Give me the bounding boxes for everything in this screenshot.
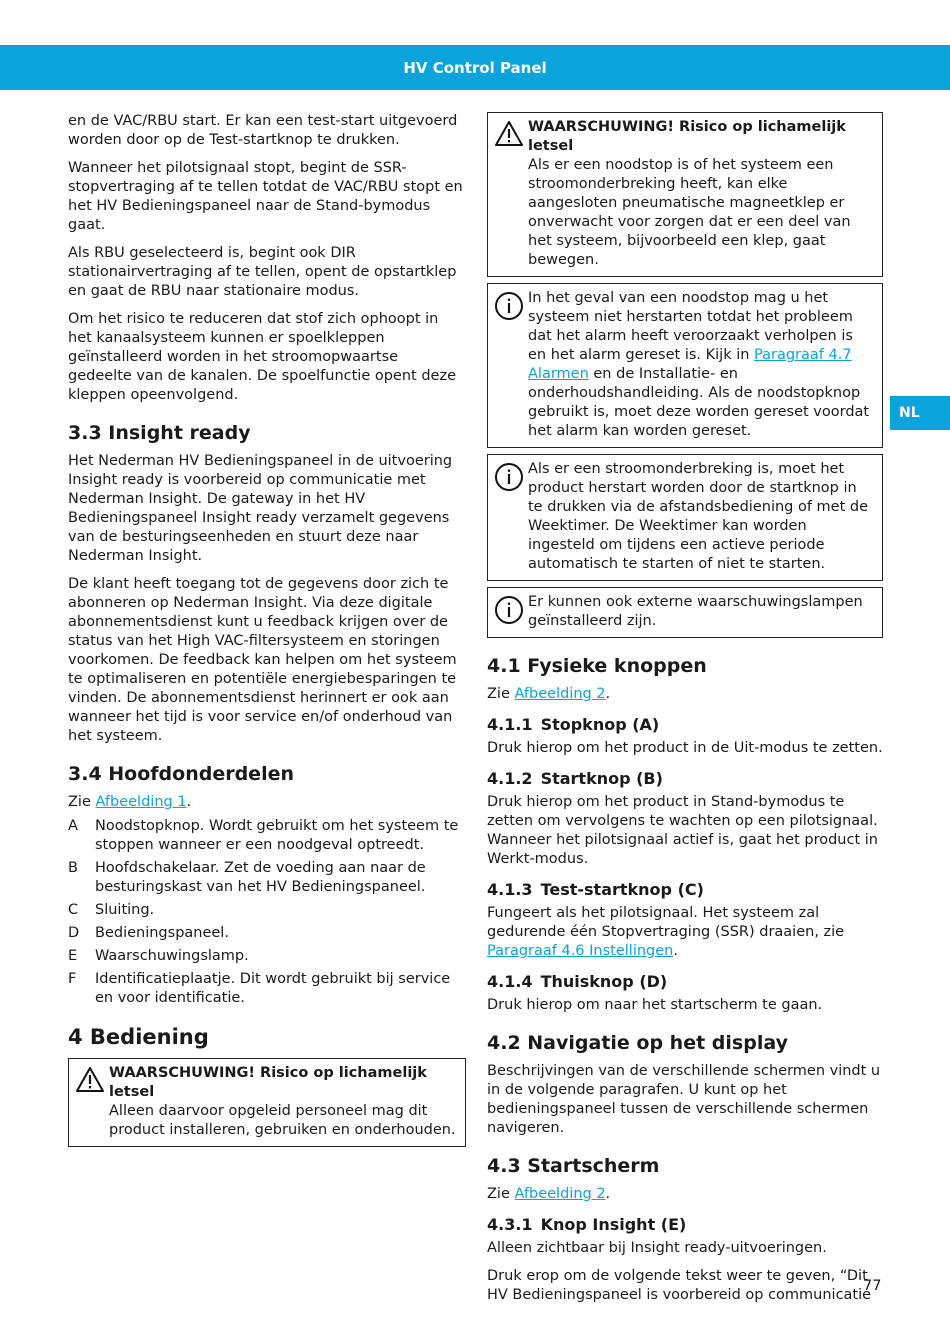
info-box (487, 283, 883, 448)
left-column (68, 112, 466, 1153)
heading-text: Knop Insight (E) (540, 1215, 687, 1234)
list-item (68, 817, 466, 855)
subsection-heading-startknop (487, 768, 883, 789)
warning-text: Alleen daarvoor opgeleid personeel mag dit product installeren, gebruiken en onderhouden. (109, 1103, 456, 1138)
subsection-heading-test-startknop (487, 879, 883, 900)
list-item (68, 970, 466, 1008)
list-letter: F (68, 971, 77, 987)
info-icon (494, 593, 528, 631)
language-tab-label: NL (899, 405, 920, 421)
info-text-part: en de Installatie- en onderhoudshandleiding. Als de noodstopknop gebruikt is, moet deze worden gereset voordat het alarm kan worden gereset. (528, 366, 870, 439)
figure-ref-suffix: . (186, 794, 192, 810)
chapter-heading-bediening: 4 Bediening (68, 1025, 209, 1049)
heading-text: Stopknop (A) (540, 715, 660, 734)
paragraph: en de VAC/RBU start. Er kan een test-start uitgevoerd worden door op de Test-startknop te drukken. (68, 113, 458, 148)
paragraph: Druk hierop om het product in de Uit-modus te zetten. (487, 740, 883, 756)
warning-text: Als er een noodstop is of het systeem een stroomonderbreking heeft, kan elke aangesloten pneumatische magneetklep er onverwacht voor zorgen dat er een deel van het systeem, bijvoorbeeld een klep, gaat bewegen. (528, 157, 851, 268)
link-afbeelding-2[interactable]: Afbeelding 2 (514, 1186, 606, 1202)
page-number: 77 (863, 1278, 882, 1294)
paragraph: De klant heeft toegang tot de gegevens door zich te abonneren op Nederman Insight. Via deze digitale abonnementsdienst kunt u feedback krijgen over de status van het High VAC-filtersysteem en storingen voorkomen. De feedback kan helpen om het systeem te optimaliseren en potentiële energiebesparingen te vinden. De abonnementsdienst herinnert er ook aan wanneer het tijd is voor service en/of onderhoud van het systeem. (68, 576, 457, 744)
info-text (528, 289, 874, 441)
list-item (68, 859, 466, 897)
list-letter: E (68, 948, 78, 964)
figure-reference (68, 793, 466, 812)
link-afbeelding-2[interactable]: Afbeelding 2 (514, 686, 606, 702)
warning-title: WAARSCHUWING! Risico op lichamelijk letsel (109, 1065, 427, 1100)
list-item (68, 924, 466, 943)
section-heading-fysieke-knoppen: 4.1 Fysieke knoppen (487, 655, 707, 677)
paragraph: Druk erop om de volgende tekst weer te geven, “Dit HV Bedieningspaneel is voorbereid op communicatie (487, 1268, 872, 1303)
heading-number: 4.3.1 (487, 1215, 533, 1234)
figure-ref-suffix: . (605, 686, 611, 702)
subsection-heading-stopknop (487, 714, 883, 735)
paragraph: Het Nederman HV Bedieningspaneel in de uitvoering Insight ready is voorbereid op communicatie met Nederman Insight. De gateway in het HV Bedieningspaneel Insight ready verzamelt gegevens van de besturingseenheden en stuurt deze naar Nederman Insight. (68, 453, 453, 564)
figure-ref-prefix: Zie (68, 794, 96, 810)
figure-reference (487, 685, 883, 704)
paragraph: Druk hierop om het product in Stand-bymodus te zetten om vervolgens te wachten op een pilotsignaal. Wanneer het pilotsignaal actief is, gaat het product in Werkt-modus. (487, 794, 878, 867)
list-text: Identificatieplaatje. Dit wordt gebruikt bij service en voor identificatie. (95, 971, 451, 1006)
info-box (487, 587, 883, 638)
list-item (68, 947, 466, 966)
heading-text: Thuisknop (D) (540, 972, 668, 991)
info-text: Als er een stroomonderbreking is, moet het product herstart worden door de startknop in te drukken via de afstandsbediening of met de Weektimer. De Weektimer kan worden ingesteld om tijdens een actieve periode automatisch te starten of niet te starten. (528, 461, 869, 572)
heading-number: 4.1.2 (487, 769, 533, 788)
warning-box (68, 1058, 466, 1147)
heading-number: 4.1.3 (487, 880, 533, 899)
list-letter: B (68, 860, 78, 876)
right-column (487, 112, 883, 1314)
header-title: HV Control Panel (403, 58, 547, 77)
figure-ref-prefix: Zie (487, 686, 515, 702)
section-heading-hoofdonderdelen: 3.4 Hoofdonderdelen (68, 763, 294, 785)
list-text: Noodstopknop. Wordt gebruikt om het systeem te stoppen wanneer er een noodgeval optreedt. (95, 818, 459, 853)
heading-number: 4.1.1 (487, 715, 533, 734)
figure-ref-prefix: Zie (487, 1186, 515, 1202)
list-text: Sluiting. (95, 902, 155, 918)
link-paragraaf-4-6[interactable]: Paragraaf 4.6 Instellingen (487, 943, 674, 959)
paragraph: Als RBU geselecteerd is, begint ook DIR stationairvertraging af te tellen, opent de opstartklep en gaat de RBU naar stationaire modus. (68, 245, 457, 299)
paragraph: Om het risico te reduceren dat stof zich ophoopt in het kanaalsysteem kunnen er spoelkleppen geïnstalleerd worden in het stroomopwaartse gedeelte van de kanalen. De spoelfunctie opent deze kleppen opeenvolgend. (68, 311, 456, 403)
info-icon (494, 289, 528, 441)
parts-list (68, 817, 466, 1008)
section-heading-startscherm: 4.3 Startscherm (487, 1155, 660, 1177)
info-text-part: In het geval van een noodstop mag u het systeem niet herstarten totdat het probleem dat het alarm heeft veroorzaakt verholpen is en het alarm gereset is. Kijk in (528, 290, 853, 363)
paragraph: Alleen zichtbaar bij Insight ready-uitvoeringen. (487, 1240, 827, 1256)
warning-box (487, 112, 883, 277)
heading-text: Test-startknop (C) (540, 880, 704, 899)
warning-title: WAARSCHUWING! Risico op lichamelijk letsel (528, 119, 846, 154)
list-letter: C (68, 902, 79, 918)
heading-number: 4.1.4 (487, 972, 533, 991)
section-heading-insight-ready: 3.3 Insight ready (68, 422, 251, 444)
heading-text: Startknop (B) (540, 769, 663, 788)
list-text: Hoofdschakelaar. Zet de voeding aan naar de besturingskast van het HV Bedieningspaneel. (95, 860, 426, 895)
paragraph: Wanneer het pilotsignaal stopt, begint de SSR-stopvertraging af te tellen totdat de VAC/RBU stopt en het HV Bedieningspaneel naar de Stand-bymodus gaat. (68, 160, 463, 233)
info-text: Er kunnen ook externe waarschuwingslampen geïnstalleerd zijn. (528, 594, 863, 629)
list-letter: D (68, 925, 80, 941)
info-box (487, 454, 883, 581)
figure-ref-suffix: . (605, 1186, 611, 1202)
paragraph-part: Fungeert als het pilotsignaal. Het systeem zal gedurende één Stopvertraging (SSR) draaien, zie (487, 905, 845, 940)
info-icon (494, 460, 528, 574)
link-paragraaf-4-7[interactable]: Paragraaf 4.7 Alarmen (528, 347, 852, 382)
paragraph-part: . (673, 943, 678, 959)
warning-triangle-icon (494, 118, 528, 270)
list-item (68, 901, 466, 920)
list-letter: A (68, 818, 78, 834)
list-text: Waarschuwingslamp. (95, 948, 249, 964)
subsection-heading-knop-insight (487, 1214, 883, 1235)
header-bar (0, 45, 950, 90)
figure-reference (487, 1185, 883, 1204)
list-text: Bedieningspaneel. (95, 925, 229, 941)
paragraph: Beschrijvingen van de verschillende schermen vindt u in de volgende paragrafen. U kunt op het bedieningspaneel tussen de verschillende schermen navigeren. (487, 1063, 881, 1136)
language-tab (890, 396, 950, 430)
link-afbeelding-1[interactable]: Afbeelding 1 (95, 794, 187, 810)
warning-triangle-icon (75, 1064, 109, 1140)
section-heading-navigatie: 4.2 Navigatie op het display (487, 1032, 788, 1054)
subsection-heading-thuisknop (487, 971, 883, 992)
paragraph: Druk hierop om naar het startscherm te gaan. (487, 997, 823, 1013)
paragraph (487, 904, 883, 961)
